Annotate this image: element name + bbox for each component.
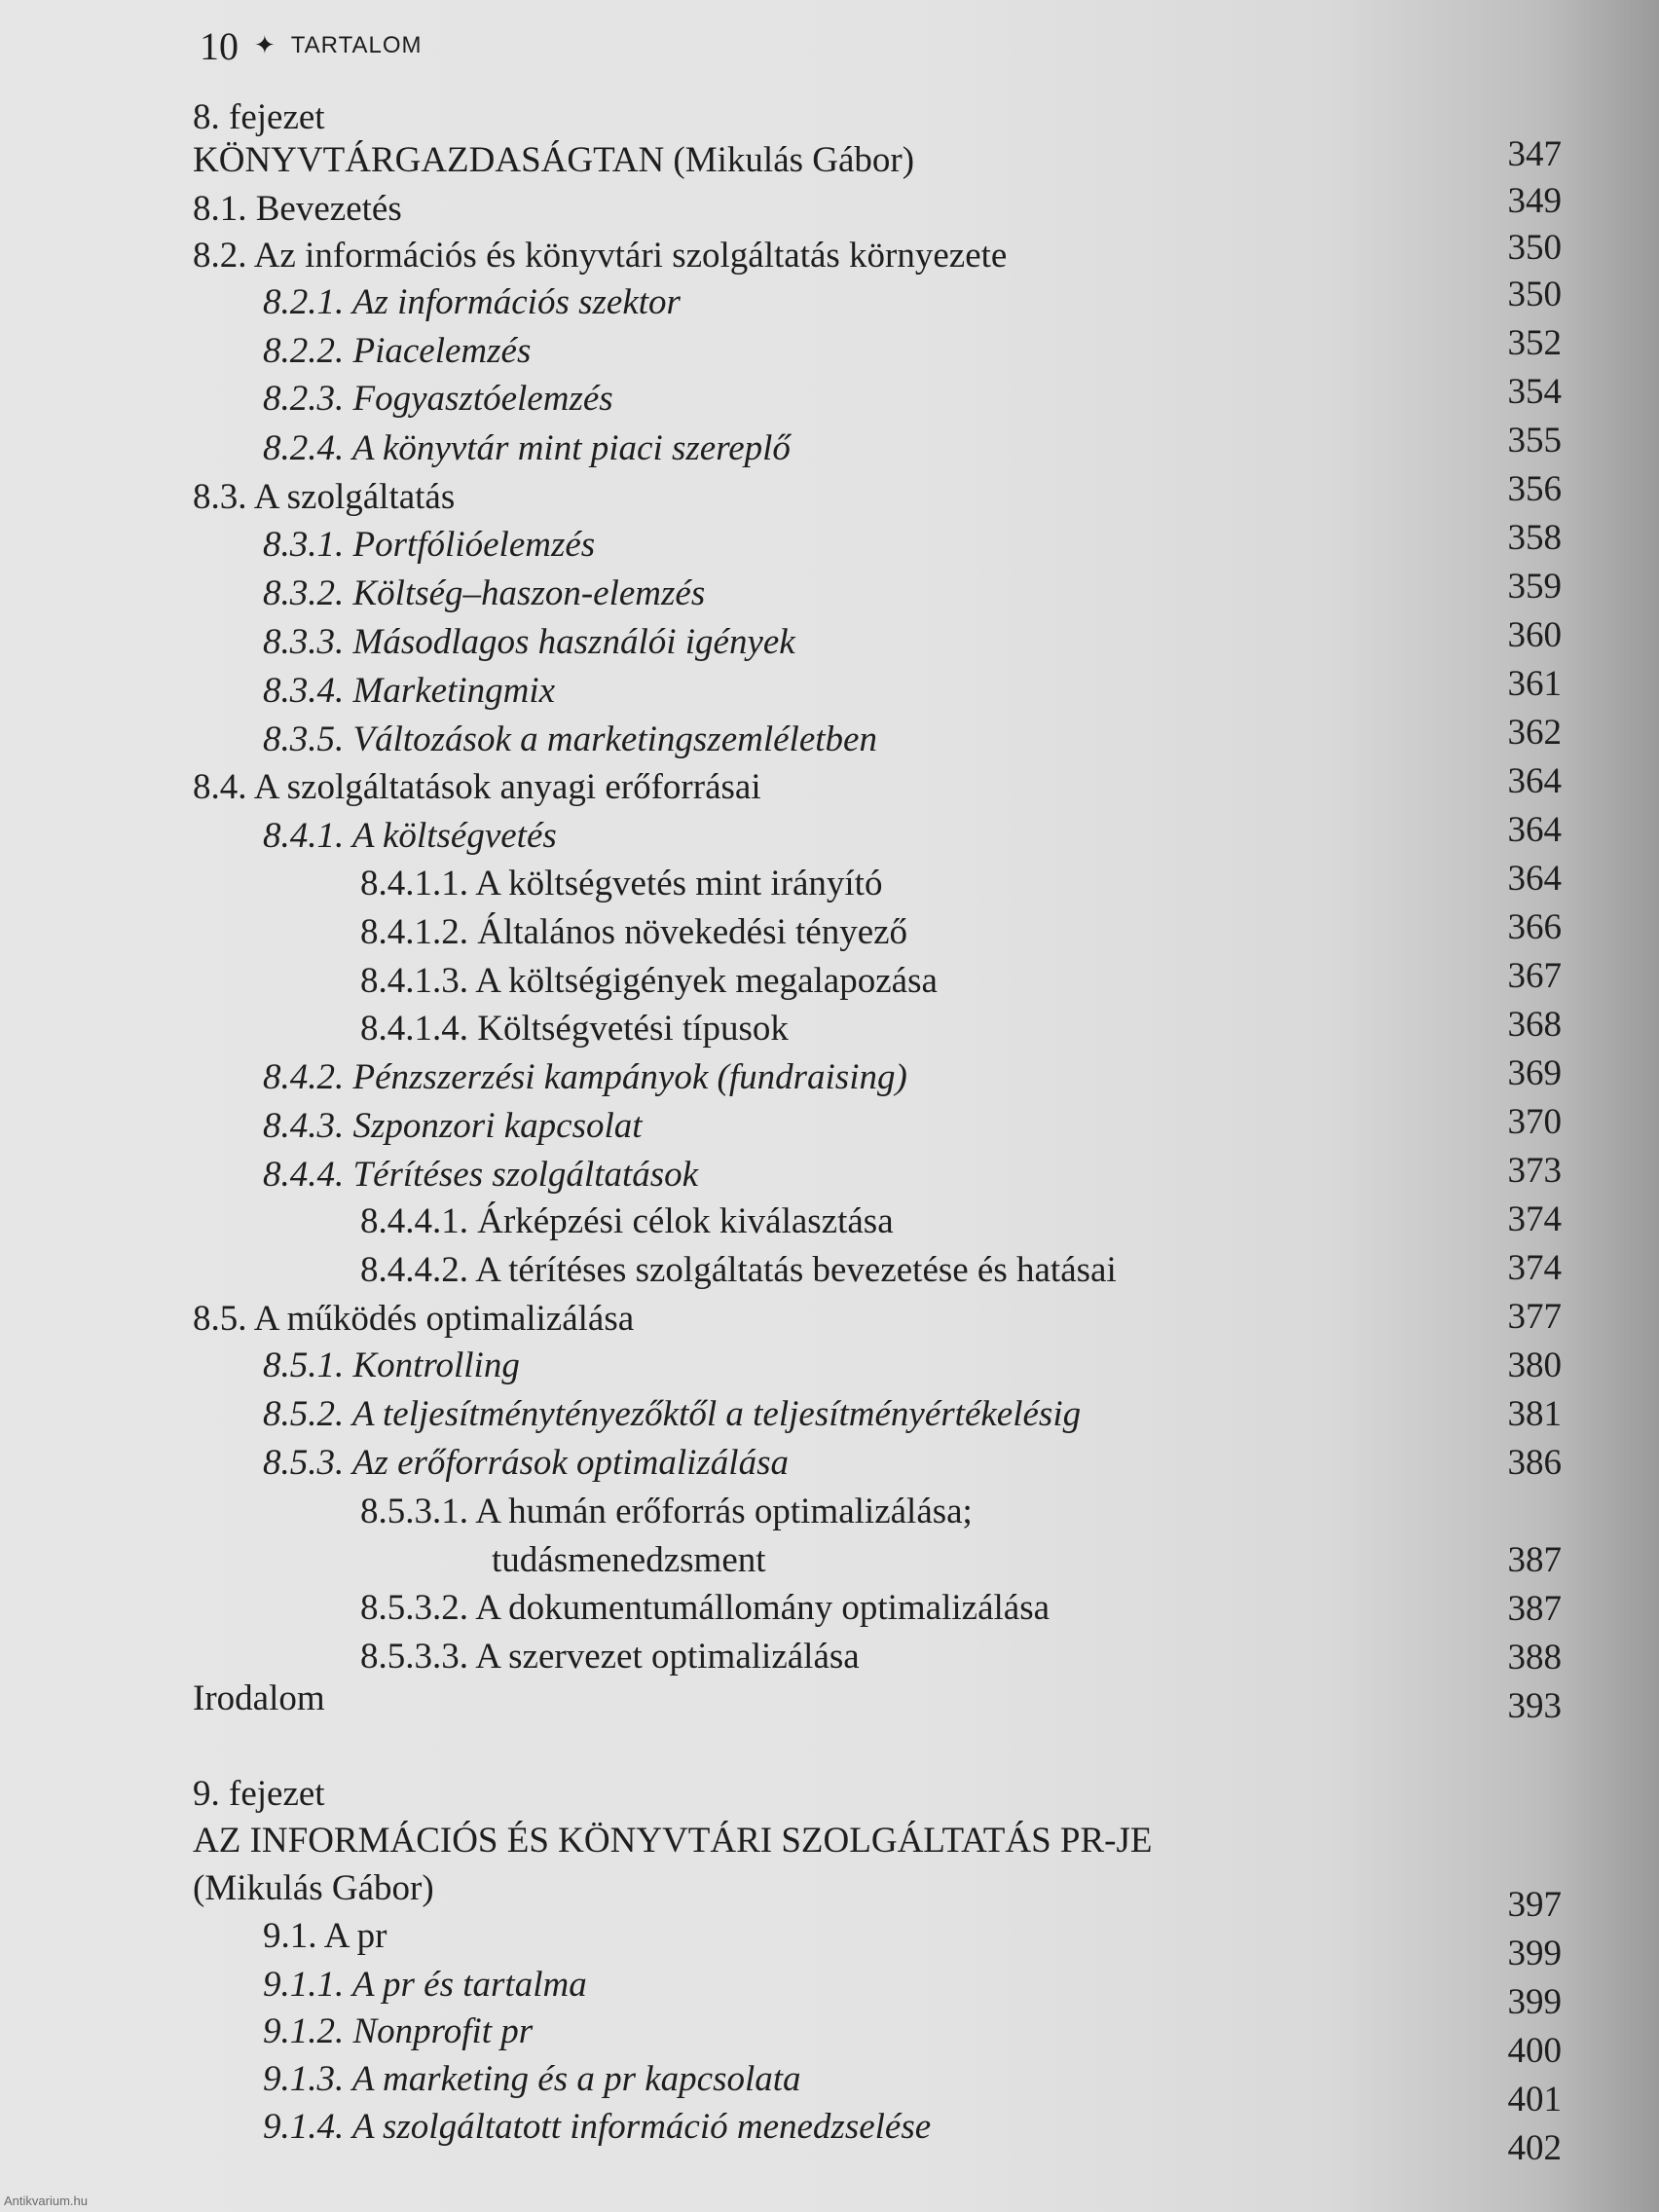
toc-entry: 8.4.1.2. Általános növekedési tényező	[360, 912, 908, 952]
toc-page-number: 393	[1507, 1686, 1562, 1726]
toc-entry: 8.5.3.3. A szervezet optimalizálása	[360, 1637, 860, 1677]
toc-page-number: 354	[1507, 372, 1562, 412]
toc-entry: 8.4. A szolgáltatások anyagi erőforrásai	[193, 767, 761, 807]
toc-page-number: 368	[1507, 1005, 1562, 1045]
toc-page-number: 402	[1507, 2128, 1562, 2168]
toc-entry: AZ INFORMÁCIÓS ÉS KÖNYVTÁRI SZOLGÁLTATÁS PR-JE	[193, 1821, 1153, 1861]
toc-entry: (Mikulás Gábor)	[193, 1868, 434, 1908]
toc-page-number: 388	[1507, 1638, 1562, 1677]
toc-entry: 8.5.1. Kontrolling	[263, 1346, 520, 1385]
toc-entry: 8.4.1. A költségvetés	[263, 816, 557, 856]
toc-entry: 8.2.2. Piacelemzés	[263, 331, 532, 371]
toc-page-number: 380	[1507, 1346, 1562, 1385]
toc-entry: 8.5. A működés optimalizálása	[193, 1299, 635, 1339]
toc-entry: 8. fejezet	[193, 97, 325, 137]
toc-page-number: 369	[1507, 1053, 1562, 1093]
toc-entry: 8.3.4. Marketingmix	[263, 671, 556, 711]
toc-page-number: 352	[1507, 323, 1562, 363]
toc-page-number: 355	[1507, 421, 1562, 461]
toc-page-number: 349	[1507, 181, 1562, 221]
toc-page-number: 364	[1507, 761, 1562, 801]
toc-entry: 8.5.3.2. A dokumentumállomány optimalizálása	[360, 1588, 1051, 1628]
running-title: TARTALOM	[290, 32, 423, 58]
toc-entry: 8.4.4.2. A térítéses szolgáltatás bevezetése és hatásai	[360, 1250, 1117, 1290]
toc-entry: 9.1.2. Nonprofit pr	[263, 2011, 534, 2051]
toc-entry: 8.4.2. Pénzszerzési kampányok (fundraising)	[263, 1057, 907, 1097]
toc-entry: 8.3.5. Változások a marketingszemléletben	[263, 719, 877, 759]
toc-page-number: 350	[1507, 228, 1562, 268]
toc-page-number: 374	[1507, 1248, 1562, 1288]
toc-entry: 8.4.1.1. A költségvetés mint irányító	[360, 864, 883, 903]
toc-entry: Irodalom	[193, 1678, 325, 1718]
toc-entry: KÖNYVTÁRGAZDASÁGTAN (Mikulás Gábor)	[193, 140, 915, 180]
toc-entry: 8.4.4.1. Árképzési célok kiválasztása	[360, 1201, 894, 1241]
toc-page-number: 386	[1507, 1443, 1562, 1483]
toc-entry: 8.3.1. Portfólióelemzés	[263, 525, 596, 565]
toc-page-number: 361	[1507, 664, 1562, 704]
watermark: Antikvarium.hu	[4, 2194, 88, 2208]
toc-entry: 8.2. Az információs és könyvtári szolgáltatás környezete	[193, 236, 1008, 276]
toc-entry: 8.3. A szolgáltatás	[193, 477, 456, 517]
toc-entry: 9. fejezet	[193, 1774, 325, 1814]
toc-page-number: 381	[1507, 1394, 1562, 1434]
page-number: 10	[200, 23, 239, 68]
toc-entry: 9.1. A pr	[263, 1916, 387, 1956]
toc-entry: 8.4.4. Térítéses szolgáltatások	[263, 1155, 699, 1195]
toc-page-number: 350	[1507, 275, 1562, 314]
toc-page-number: 373	[1507, 1151, 1562, 1191]
toc-page-number: 399	[1507, 1982, 1562, 2022]
toc-entry: 9.1.3. A marketing és a pr kapcsolata	[263, 2059, 801, 2099]
toc-page-number: 356	[1507, 469, 1562, 509]
toc-page-number: 374	[1507, 1199, 1562, 1239]
toc-page-number: 347	[1507, 134, 1562, 174]
toc-entry: 8.4.1.4. Költségvetési típusok	[360, 1009, 789, 1049]
toc-page-number: 400	[1507, 2031, 1562, 2071]
toc-page-number: 399	[1507, 1934, 1562, 1973]
toc-entry: tudásmenedzsment	[492, 1540, 766, 1580]
toc-page-number: 364	[1507, 810, 1562, 850]
toc-entry: 8.2.4. A könyvtár mint piaci szereplő	[263, 428, 791, 468]
toc-page-number: 397	[1507, 1885, 1562, 1925]
toc-entry: 8.2.1. Az információs szektor	[263, 282, 681, 322]
toc-entry: 8.5.3.1. A humán erőforrás optimalizálása;	[360, 1492, 973, 1531]
toc-entry: 8.3.2. Költség–haszon-elemzés	[263, 573, 706, 613]
toc-entry: 8.1. Bevezetés	[193, 189, 402, 229]
toc-page-number: 377	[1507, 1297, 1562, 1337]
toc-page-number: 362	[1507, 713, 1562, 753]
toc-page-number: 360	[1507, 615, 1562, 655]
toc-page-number: 367	[1507, 956, 1562, 996]
star-ornament-icon: ✦	[254, 31, 276, 59]
toc-entry: 8.5.3. Az erőforrások optimalizálása	[263, 1443, 789, 1483]
toc-entry: 8.4.3. Szponzori kapcsolat	[263, 1106, 643, 1146]
toc-page-number: 370	[1507, 1102, 1562, 1142]
toc-page-number: 358	[1507, 518, 1562, 558]
toc-page-number: 366	[1507, 907, 1562, 947]
toc-page-number: 359	[1507, 567, 1562, 607]
toc-page-number: 364	[1507, 859, 1562, 899]
toc-entry: 8.5.2. A teljesítménytényezőktől a teljesítményértékelésig	[263, 1394, 1082, 1434]
toc-page-number: 387	[1507, 1589, 1562, 1629]
toc-entry: 9.1.1. A pr és tartalma	[263, 1965, 587, 2005]
toc-entry: 9.1.4. A szolgáltatott információ menedzselése	[263, 2107, 932, 2147]
toc-entry: 8.4.1.3. A költségigények megalapozása	[360, 961, 938, 1001]
toc-entry: 8.3.3. Másodlagos használói igények	[263, 622, 795, 662]
toc-page-number: 387	[1507, 1540, 1562, 1580]
toc-entry: 8.2.3. Fogyasztóelemzés	[263, 379, 613, 419]
toc-page-number: 401	[1507, 2080, 1562, 2120]
